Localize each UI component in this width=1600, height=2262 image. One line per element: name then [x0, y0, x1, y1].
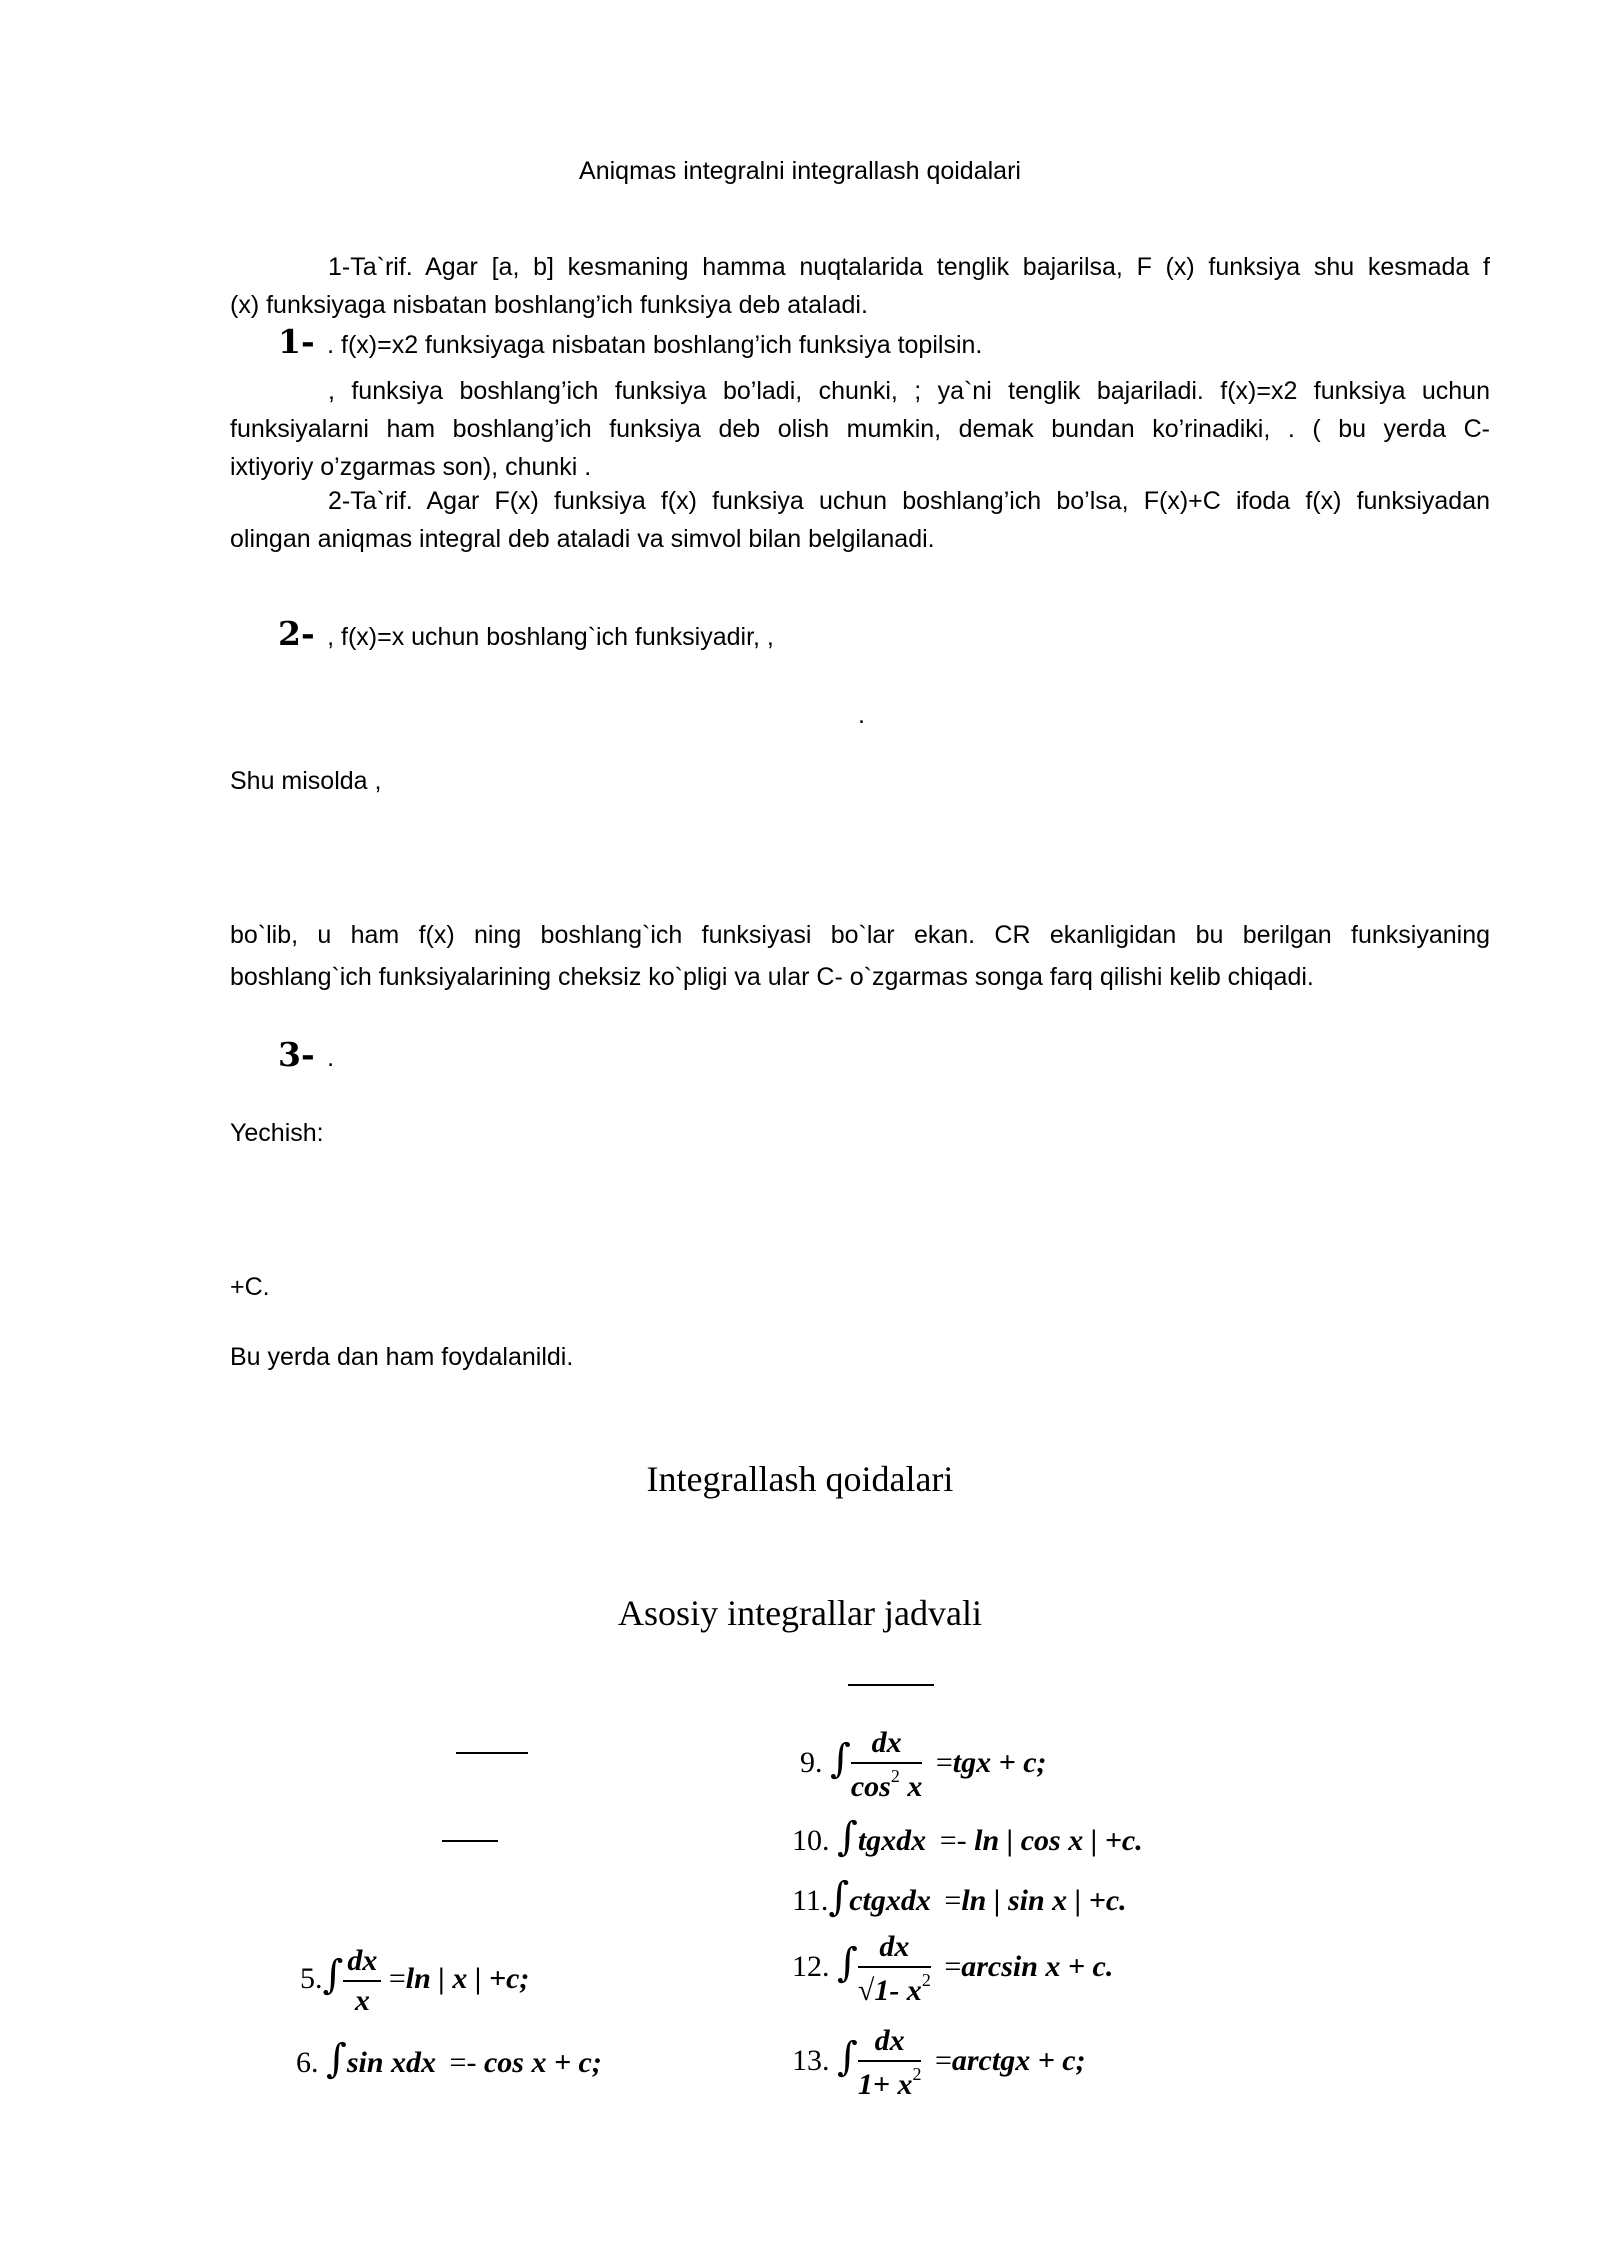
formula-12-denominator: 1- x [874, 1974, 922, 2007]
formula-5-numerator: dx [343, 1944, 381, 1982]
formula-9-fraction [851, 1726, 923, 1804]
definition-2 [230, 482, 1490, 558]
formula-5-denominator: x [354, 1984, 370, 2017]
formula-6-integrand: sin xdx [346, 2046, 437, 2079]
heading-integration-rules: Integrallash qoidalari [646, 1459, 954, 1499]
example-2-text: , f(x)=x uchun boshlang`ich funksiyadir, , [327, 623, 774, 651]
formula-9-number: 9. [800, 1745, 823, 1779]
equals-sign: = [944, 1949, 962, 1983]
formula-13-numerator: dx [858, 2024, 922, 2062]
example-3-header [278, 1035, 334, 1077]
equals-sign: = [934, 2043, 952, 2077]
fraction-rule-line [442, 1840, 498, 1842]
equals-minus-sign: =- [449, 2046, 477, 2079]
equals-sign: = [944, 1884, 962, 1917]
formula-13-result: arctgx + c; [951, 2043, 1086, 2077]
integral-sign: ∫ [837, 1814, 858, 1860]
formula-5-number: 5. [300, 1961, 323, 1995]
integral-sign: ∫ [326, 2036, 347, 2082]
example-2-body [230, 914, 1490, 998]
formula-12-fraction [858, 1930, 931, 2008]
formula-10-number: 10. [792, 1824, 830, 1857]
formula-12-result: arcsin x + c. [961, 1949, 1114, 1983]
definition-1-line-1: 1-Ta`rif. Agar [a, b] kesmaning hamma nuqtalarida tenglik bajarilsa, F (x) funksiya shu kesmada f [328, 253, 1490, 281]
integral-sign: ∫ [837, 1939, 858, 1986]
formula-9-exponent: 2 [890, 1766, 900, 1786]
example-3-yechish: Yechish: [230, 1119, 324, 1147]
formula-13-exponent: 2 [912, 2064, 922, 2084]
formula-9-result: tgx + c; [952, 1745, 1047, 1779]
formula-12 [792, 1930, 1113, 2008]
example-1-line-1: , funksiya boshlang’ich funksiya bo’ladi, chunki, ; ya`ni tenglik bajariladi. f(x)=x2 funksiya uchun [328, 377, 1490, 405]
example-1-text: . f(x)=x2 funksiyaga nisbatan boshlang’ich funksiya topilsin. [327, 331, 983, 359]
fraction-rule-line [456, 1752, 528, 1754]
formula-6-result: cos x + c; [483, 2046, 602, 2079]
integral-sign: ∫ [322, 1951, 344, 1998]
example-2-dot: . [858, 701, 865, 729]
formula-11 [792, 1874, 1127, 1920]
example-1-line-2: funksiyalarni ham boshlang’ich funksiya deb olish mumkin, demak bundan ko’rinadiki, . ( bu yerda C- [230, 415, 1490, 443]
formula-10-result: ln | cos x | +c. [974, 1824, 1143, 1857]
formula-11-number: 11. [792, 1884, 829, 1917]
definition-2-line-1: 2-Ta`rif. Agar F(x) funksiya f(x) funksiya uchun boshlang’ich bo’lsa, F(x)+C ifoda f(x) funksiyadan [328, 487, 1490, 515]
equals-minus-sign: =- [939, 1824, 967, 1857]
example-3-note: Bu yerda dan ham foydalanildi. [230, 1343, 574, 1371]
formula-10 [792, 1814, 1143, 1860]
formula-12-exponent: 2 [921, 1970, 931, 1990]
page-title: Aniqmas integralni integrallash qoidalari [579, 157, 1021, 185]
formula-5 [300, 1944, 529, 2018]
integral-sign: ∫ [837, 2033, 858, 2080]
formula-9-denominator-var: x [907, 1770, 923, 1803]
definition-1-line-2: (x) funksiyaga nisbatan boshlang’ich funksiya deb ataladi. [230, 291, 868, 319]
example-1-line-3: ixtiyoriy o’zgarmas son), chunki . [230, 453, 592, 481]
formula-6 [296, 2036, 602, 2082]
integral-sign: ∫ [830, 1735, 851, 1782]
example-2-number: 2- [278, 614, 315, 653]
formula-13-denominator: 1+ x [857, 2068, 913, 2101]
example-1-number: 1- [278, 322, 315, 361]
example-2-line-2: boshlang`ich funksiyalarining cheksiz ko`pligi va ular C- o`zgarmas songa farq qilishi kelib chiqadi. [230, 963, 1314, 991]
definition-2-line-2: olingan aniqmas integral deb ataladi va simvol bilan belgilanadi. [230, 525, 935, 553]
equals-sign: = [388, 1961, 406, 1995]
example-3-number: 3- [278, 1035, 315, 1074]
fraction-rule-line [848, 1684, 934, 1686]
formula-13 [792, 2024, 1086, 2102]
example-2-line-1: bo`lib, u ham f(x) ning boshlang`ich funksiyasi bo`lar ekan. CR ekanligidan bu berilgan funksiyaning [230, 921, 1490, 949]
example-3-plus-c: +C. [230, 1273, 270, 1301]
example-2-shu-misolda: Shu misolda , [230, 767, 382, 795]
formula-5-fraction [343, 1944, 381, 2018]
formula-9-denominator: cos [850, 1770, 891, 1803]
example-1-body [230, 372, 1490, 486]
formula-12-number: 12. [792, 1949, 830, 1983]
example-1-header [278, 322, 982, 364]
formula-11-result: ln | sin x | +c. [961, 1884, 1127, 1917]
formula-12-numerator: dx [858, 1930, 931, 1968]
example-3-text: . [327, 1044, 335, 1072]
formula-10-integrand: tgxdx [857, 1824, 927, 1857]
formula-5-result: ln | x | +c; [405, 1961, 530, 1995]
definition-1 [230, 248, 1490, 324]
formula-9 [800, 1726, 1047, 1804]
example-2-header [278, 614, 774, 656]
formula-9-numerator: dx [851, 1726, 923, 1764]
formula-6-number: 6. [296, 2046, 319, 2079]
sqrt-sign: √ [857, 1974, 875, 2007]
heading-basic-integrals-table: Asosiy integrallar jadvali [618, 1593, 982, 1633]
equals-sign: = [935, 1745, 953, 1779]
formula-11-integrand: ctgxdx [849, 1884, 931, 1917]
formula-13-number: 13. [792, 2043, 830, 2077]
integral-sign: ∫ [828, 1874, 850, 1920]
formula-13-fraction [858, 2024, 922, 2102]
